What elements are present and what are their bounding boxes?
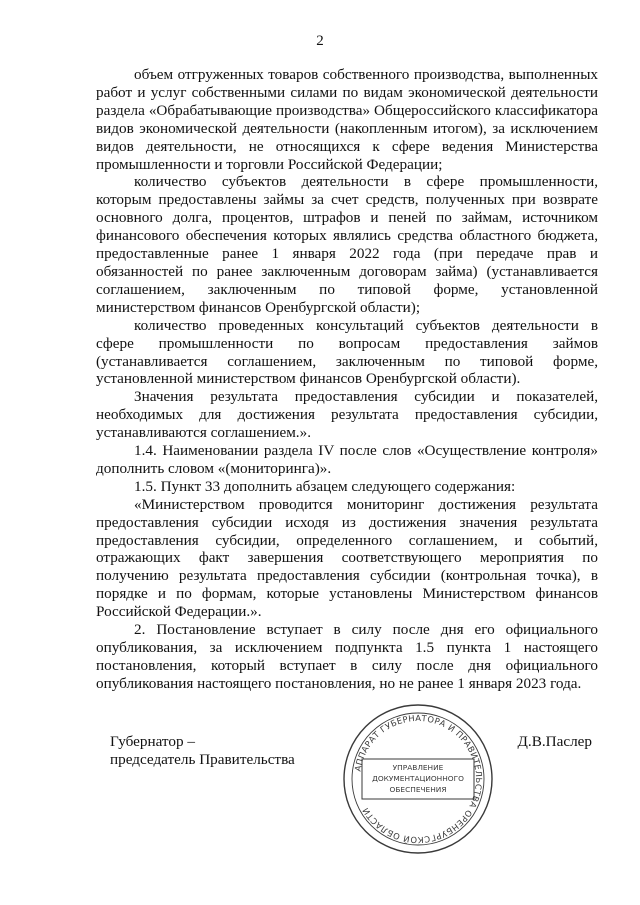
seal-inner-line1: УПРАВЛЕНИЕ <box>392 763 444 772</box>
seal-inner-line3: ОБЕСПЕЧЕНИЯ <box>389 785 447 794</box>
signatory-title <box>110 733 295 769</box>
page-number: 2 <box>316 33 324 49</box>
document-body <box>96 66 598 693</box>
paragraph-output-volume: объем отгруженных товаров собственного производства, выполненных работ и услуг собственными силами по видам экономической деятельности раздела «Обрабатывающие производства» Общероссийского классификатора видов экономической деятельности (накопленным итогом), за исключением видов деятельности, не относящихся к сфере ведения Министерства промышленности и торговли Российской Федерации; <box>96 66 598 173</box>
signatory-title-line2: председатель Правительства <box>110 751 295 768</box>
official-seal-stamp <box>340 701 496 857</box>
seal-outer-text: АППАРАТ ГУБЕРНАТОРА И ПРАВИТЕЛЬСТВА ОРЕНБУРГСКОЙ ОБЛАСТИ <box>352 712 485 846</box>
signature-block <box>96 712 598 846</box>
paragraph-item-1-5: 1.5. Пункт 33 дополнить абзацем следующего содержания: <box>134 477 516 495</box>
paragraph-monitoring-quote: «Министерством проводится мониторинг достижения результата предоставления субсидии исходя из достижения значения результата предоставления субсидии, определенного соглашением, и событий, отражающих факт завершения соответствующего мероприятия по получению результата предоставления субсидии (контрольная точка), в порядке и по формам, которые установлены Министерством финансов Российской Федерации.». <box>96 495 598 621</box>
paragraph-loan-recipients: количество субъектов деятельности в сфере промышленности, которым предоставлены займы за счет средств, полученных при возврате основного долга, процентов, штрафов и пеней по займам, источником финансового обеспечения которых являлись средства областного бюджета, предоставленные ранее 1 января 2022 года (при передаче прав и обязанностей по ранее заключенным договорам займа) (устанавливается соглашением, заключенным по типовой форме, установленной министерством финансов Оренбургской области); <box>96 173 598 316</box>
paragraph-effective-date: 2. Постановление вступает в силу после дня его официального опубликования, за исключением подпункта 1.5 пункта 1 настоящего постановления, который вступает в силу после дня официального опубликования настоящего постановления, но не ранее 1 января 2023 года. <box>96 621 598 692</box>
paragraph-result-values: Значения результата предоставления субсидии и показателей, необходимых для достижения результата предоставления субсидии, устанавливаются соглашением.». <box>96 388 598 442</box>
paragraph-consultations: количество проведенных консультаций субъектов деятельности в сфере промышленности по вопросам предоставления займов (устанавливается соглашением, заключенным по типовой форме, установленной министерством финансов Оренбургской области). <box>96 316 598 388</box>
seal-inner-line2: ДОКУМЕНТАЦИОННОГО <box>372 774 464 783</box>
paragraph-item-1-4: 1.4. Наименовании раздела IV после слов «Осуществление контроля» дополнить словом «(мониторинга)». <box>96 442 598 477</box>
signatory-title-line1: Губернатор – <box>110 733 195 750</box>
signatory-name: Д.В.Паслер <box>517 733 592 750</box>
